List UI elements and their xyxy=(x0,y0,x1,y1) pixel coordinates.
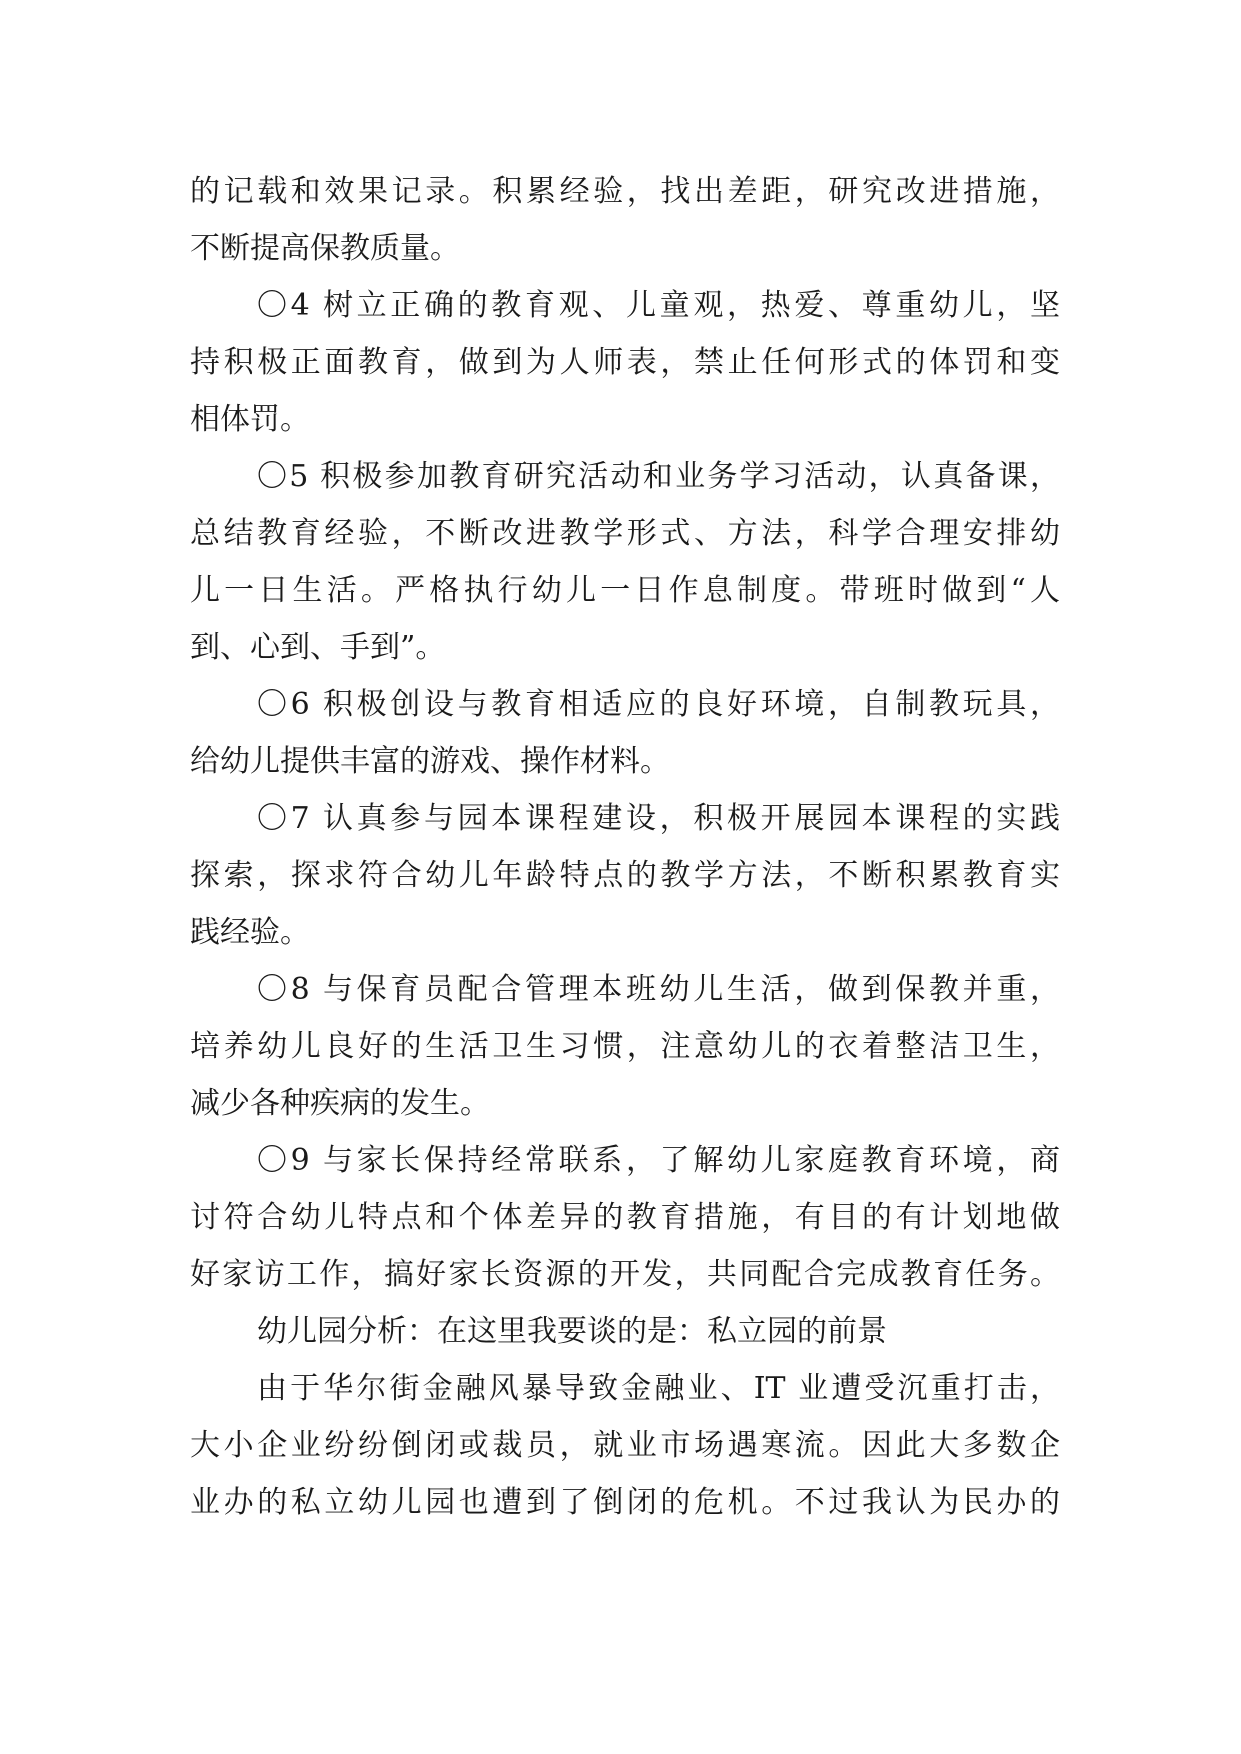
text-line: 持积极正面教育，做到为人师表，禁止任何形式的体罚和变 xyxy=(190,345,1060,380)
text-line: 业办的私立幼儿园也遭到了倒闭的危机。不过我认为民办的 xyxy=(190,1485,1060,1520)
text-line: 〇9 与家长保持经常联系，了解幼儿家庭教育环境，商 xyxy=(257,1143,1060,1178)
text-line: 到、心到、手到”。 xyxy=(190,630,446,665)
text-line: 幼儿园分析：在这里我要谈的是：私立园的前景 xyxy=(257,1314,887,1349)
text-line: 〇5 积极参加教育研究活动和业务学习活动，认真备课， xyxy=(257,459,1060,494)
text-line: 〇4 树立正确的教育观、儿童观，热爱、尊重幼儿，坚 xyxy=(257,288,1060,323)
text-line: 不断提高保教质量。 xyxy=(190,231,460,266)
text-line: 培养幼儿良好的生活卫生习惯，注意幼儿的衣着整洁卫生， xyxy=(190,1029,1060,1064)
paragraph xyxy=(190,277,1060,448)
section-heading-paragraph xyxy=(190,1303,1060,1360)
body-text xyxy=(190,163,1060,1531)
text-line: 给幼儿提供丰富的游戏、操作材料。 xyxy=(190,744,670,779)
text-line: 好家访工作，搞好家长资源的开发，共同配合完成教育任务。 xyxy=(190,1257,1060,1292)
text-line: 践经验。 xyxy=(190,915,310,950)
text-line: 讨符合幼儿特点和个体差异的教育措施，有目的有计划地做 xyxy=(190,1200,1060,1235)
paragraph xyxy=(190,676,1060,790)
text-line: 〇8 与保育员配合管理本班幼儿生活，做到保教并重， xyxy=(257,972,1060,1007)
paragraph xyxy=(190,1360,1060,1531)
text-line: 大小企业纷纷倒闭或裁员，就业市场遇寒流。因此大多数企 xyxy=(190,1428,1060,1463)
text-line: 总结教育经验，不断改进教学形式、方法，科学合理安排幼 xyxy=(190,516,1060,551)
paragraph xyxy=(190,448,1060,676)
text-line: 探索，探求符合幼儿年龄特点的教学方法，不断积累教育实 xyxy=(190,858,1060,893)
paragraph xyxy=(190,1132,1060,1303)
text-line: 相体罚。 xyxy=(190,402,310,437)
paragraph xyxy=(190,790,1060,961)
paragraph xyxy=(190,163,1060,277)
text-line: 〇7 认真参与园本课程建设，积极开展园本课程的实践 xyxy=(257,801,1060,836)
text-line: 由于华尔街金融风暴导致金融业、IT 业遭受沉重打击， xyxy=(257,1371,1060,1406)
text-line: 〇6 积极创设与教育相适应的良好环境，自制教玩具， xyxy=(257,687,1060,722)
paragraph xyxy=(190,961,1060,1132)
text-line: 减少各种疾病的发生。 xyxy=(190,1086,490,1121)
text-line: 的记载和效果记录。积累经验，找出差距，研究改进措施， xyxy=(190,174,1060,209)
text-line: 儿一日生活。严格执行幼儿一日作息制度。带班时做到“人 xyxy=(190,573,1060,608)
